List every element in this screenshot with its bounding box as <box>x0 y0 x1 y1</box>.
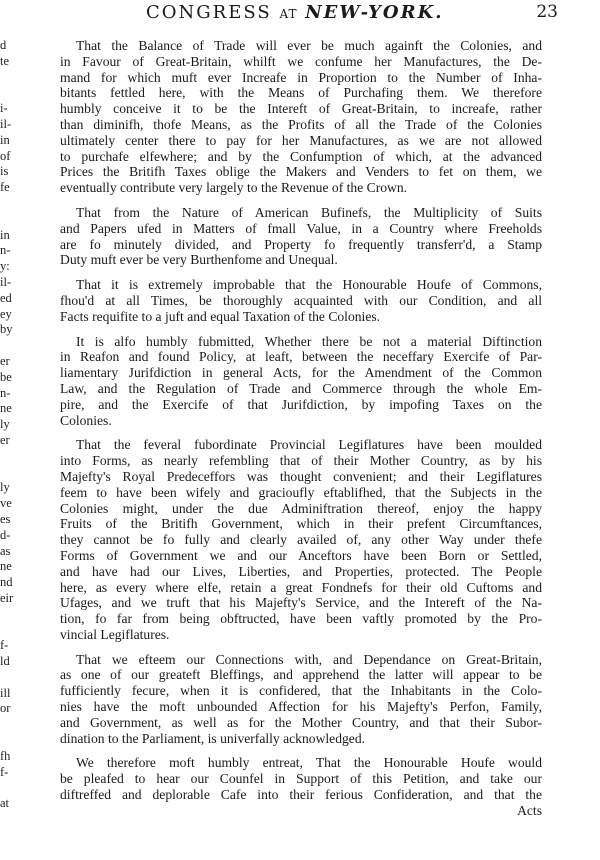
text-line: Forms of Government we and our Anceftors have been Born or Settled, <box>60 547 542 563</box>
page-body <box>60 38 542 828</box>
text-line: as one of our greateft Bleffings, and apprehend the latter will appear to be <box>60 667 542 683</box>
text-line: fhou'd at all Times, be thoroughly acquainted with our Condition, and all <box>60 292 542 308</box>
text-line: and have had our Lives, Liberties, and Properties, protected. The People <box>60 563 542 579</box>
margin-fragment <box>0 780 20 796</box>
paragraph <box>60 277 542 324</box>
paragraph <box>60 38 542 196</box>
margin-fragment: at <box>0 796 10 811</box>
margin-fragment: f- <box>0 638 9 653</box>
margin-fragment: ve <box>0 496 12 511</box>
margin-fragment: fh <box>0 748 11 763</box>
margin-fragment <box>0 449 20 465</box>
title-new-york: NEW-YORK. <box>305 2 444 23</box>
margin-fragment <box>0 607 20 623</box>
margin-fragment: ill <box>0 685 11 700</box>
text-line: dination to the Parliament, is univerfally acknowledged. <box>60 730 366 746</box>
text-line: diftreffed and deplorable Cafe into their ferious Confideration, and that the <box>60 787 542 803</box>
text-line: in Reafon and found Policy, at leaft, between the neceffary Exercife of Par- <box>60 349 542 365</box>
margin-fragment <box>0 338 20 354</box>
text-line: ultimately center there to pay for her Manufactures, as we are not allowed <box>60 132 542 148</box>
text-line: pire, and the Exercife of that Jurifdiction, by impofing Taxes on the <box>60 396 542 412</box>
text-line: into Forms, as nearly refembling that of their Mother Country, as by his <box>60 453 542 469</box>
margin-fragment <box>0 622 20 638</box>
title-at: AT <box>279 7 298 21</box>
margin-fragment: is <box>0 164 9 179</box>
margin-fragment <box>0 465 20 481</box>
margin-fragment: in <box>0 132 10 147</box>
facing-page-margin <box>0 38 20 812</box>
text-line: and Government, as well as for the Mother Country, and that their Subor- <box>60 714 542 730</box>
text-line: eventually contribute very largely to the Revenue of the Crown. <box>60 180 408 196</box>
text-line: That it is extremely improbable that the Honourable Houfe of Commons, <box>76 277 542 293</box>
text-line: bitants fettled here, with the Means of Purchafing them. We therefore <box>60 85 542 101</box>
text-line: Colonies might, under the due Adminiftration thereof, enjoy the happy <box>60 500 542 516</box>
margin-fragment: n- <box>0 385 11 400</box>
text-line: in Favour of Great-Britain, whilft we confume her Manufactures, the De- <box>60 53 542 69</box>
margin-fragment: eir <box>0 590 14 605</box>
margin-fragment: in <box>0 227 10 242</box>
text-line: they cannot be fo fully and clearly availed of, any other Way under thefe <box>60 532 542 548</box>
margin-fragment: n- <box>0 243 11 258</box>
margin-fragment: er <box>0 353 10 368</box>
text-line: feem to have been wifely and gracioufly eftablifhed, that the Subjects in the <box>60 484 542 500</box>
margin-fragment: fe <box>0 180 10 195</box>
margin-fragment: i- <box>0 101 8 116</box>
running-header <box>100 2 558 26</box>
margin-fragment <box>0 717 20 733</box>
text-line: That from the Nature of American Bufinefs, the Multiplicity of Suits <box>76 204 542 220</box>
margin-fragment: te <box>0 53 10 68</box>
margin-fragment: er <box>0 432 10 447</box>
margin-fragment <box>0 70 20 86</box>
margin-fragment: f- <box>0 764 9 779</box>
margin-fragment: il- <box>0 274 12 289</box>
text-line: Acts <box>517 802 542 818</box>
text-line: Facts requifite to a juft and equal Taxation of the Colonies. <box>60 308 381 324</box>
title-congress: CONGRESS <box>146 2 272 23</box>
margin-fragment: or <box>0 701 11 716</box>
margin-fragment <box>0 196 20 212</box>
text-line: nies have the moft unbounded Affection for his Majefty's Perfon, Family, <box>60 699 542 715</box>
margin-fragment: of <box>0 148 11 163</box>
text-line: We therefore moft humbly entreat, That the Honourable Houfe would <box>76 755 542 771</box>
text-line: Law, and the Regulation of Trade and Commerce through the whole Em- <box>60 380 542 396</box>
margin-fragment: as <box>0 543 11 558</box>
text-line: That the feveral fubordinate Provincial Legiflatures have been moulded <box>76 437 542 453</box>
text-line: vincial Legiflatures. <box>60 626 170 642</box>
text-line: are fo minutely divided, and Property fo frequently transferr'd, a Stamp <box>60 236 542 252</box>
margin-fragment <box>0 212 20 228</box>
margin-fragment: ey <box>0 306 12 321</box>
margin-fragment: d <box>0 38 7 52</box>
paragraph <box>60 755 542 818</box>
margin-fragment <box>0 733 20 749</box>
text-line: mand for which muft ever Increafe in Proportion to the Number of Inha- <box>60 69 542 85</box>
text-line: Fruits of the Britifh Government, which in their prefent Circumftances, <box>60 516 542 532</box>
text-line: Prices the Britifh Taxes oblige the Makers and Venders to fet on them, we <box>60 164 542 180</box>
margin-fragment: es <box>0 511 11 526</box>
margin-fragment <box>0 85 20 101</box>
text-line: and Papers ufed in Matters of fmall Value, in a Country where Freeholds <box>60 220 542 236</box>
text-line: That the Balance of Trade will ever be much againft the Colonies, and <box>76 38 542 53</box>
text-line: humbly conceive it to be the Intereft of Great-Britain, to increafe, rather <box>60 101 542 117</box>
margin-fragment: by <box>0 322 13 337</box>
margin-fragment: nd <box>0 575 13 590</box>
margin-fragment: d- <box>0 527 11 542</box>
margin-fragment: ne <box>0 401 12 416</box>
text-line: here, as every where elfe, retain a great Fondnefs for their old Cuftoms and <box>60 579 542 595</box>
margin-fragment: il- <box>0 116 12 131</box>
margin-fragment: be <box>0 369 12 384</box>
text-line: Ufages, and we truft that his Majefty's Service, and the Intereft of the Na- <box>60 595 542 611</box>
margin-fragment <box>0 670 20 686</box>
text-line: Majefty's Royal Predeceffors was thought convenient; and their Legiflatures <box>60 468 542 484</box>
text-line: That we efteem our Connections with, and Dependance on Great-Britain, <box>76 651 542 667</box>
text-line: be pleafed to hear our Counfel in Support of this Petition, and take our <box>60 771 542 787</box>
paragraph <box>60 205 542 268</box>
running-title <box>146 2 443 23</box>
text-line: fufficiently fecure, when it is confidered, that the Inhabitants in the Colo- <box>60 683 542 699</box>
margin-fragment: ly <box>0 480 10 495</box>
margin-fragment: ed <box>0 290 12 305</box>
text-line: than diminifh, thofe Means, as the Profits of all the Trade of the Colonies <box>60 116 542 132</box>
text-line: It is alfo humbly fubmitted, Whether there be not a material Diftinction <box>76 333 542 349</box>
text-line: Colonies. <box>60 412 112 428</box>
paragraph <box>60 334 542 429</box>
margin-fragment: y: <box>0 259 10 274</box>
text-line: liamentary Jurifdiction in general Acts, for the Amendment of the Common <box>60 365 542 381</box>
margin-fragment: ly <box>0 417 10 432</box>
text-line: Duty muft ever be very Burthenfome and Unequal. <box>60 252 338 268</box>
page-number: 23 <box>536 2 558 22</box>
paragraph <box>60 437 542 642</box>
text-line: tion, fo far from being obftructed, have been vaftly promoted by the Pro- <box>60 611 542 627</box>
margin-fragment: ne <box>0 559 12 574</box>
margin-fragment: ld <box>0 654 10 669</box>
text-line: to purchafe elfewhere; and by the Confumption of which, at the advanced <box>60 148 542 164</box>
paragraph <box>60 652 542 747</box>
